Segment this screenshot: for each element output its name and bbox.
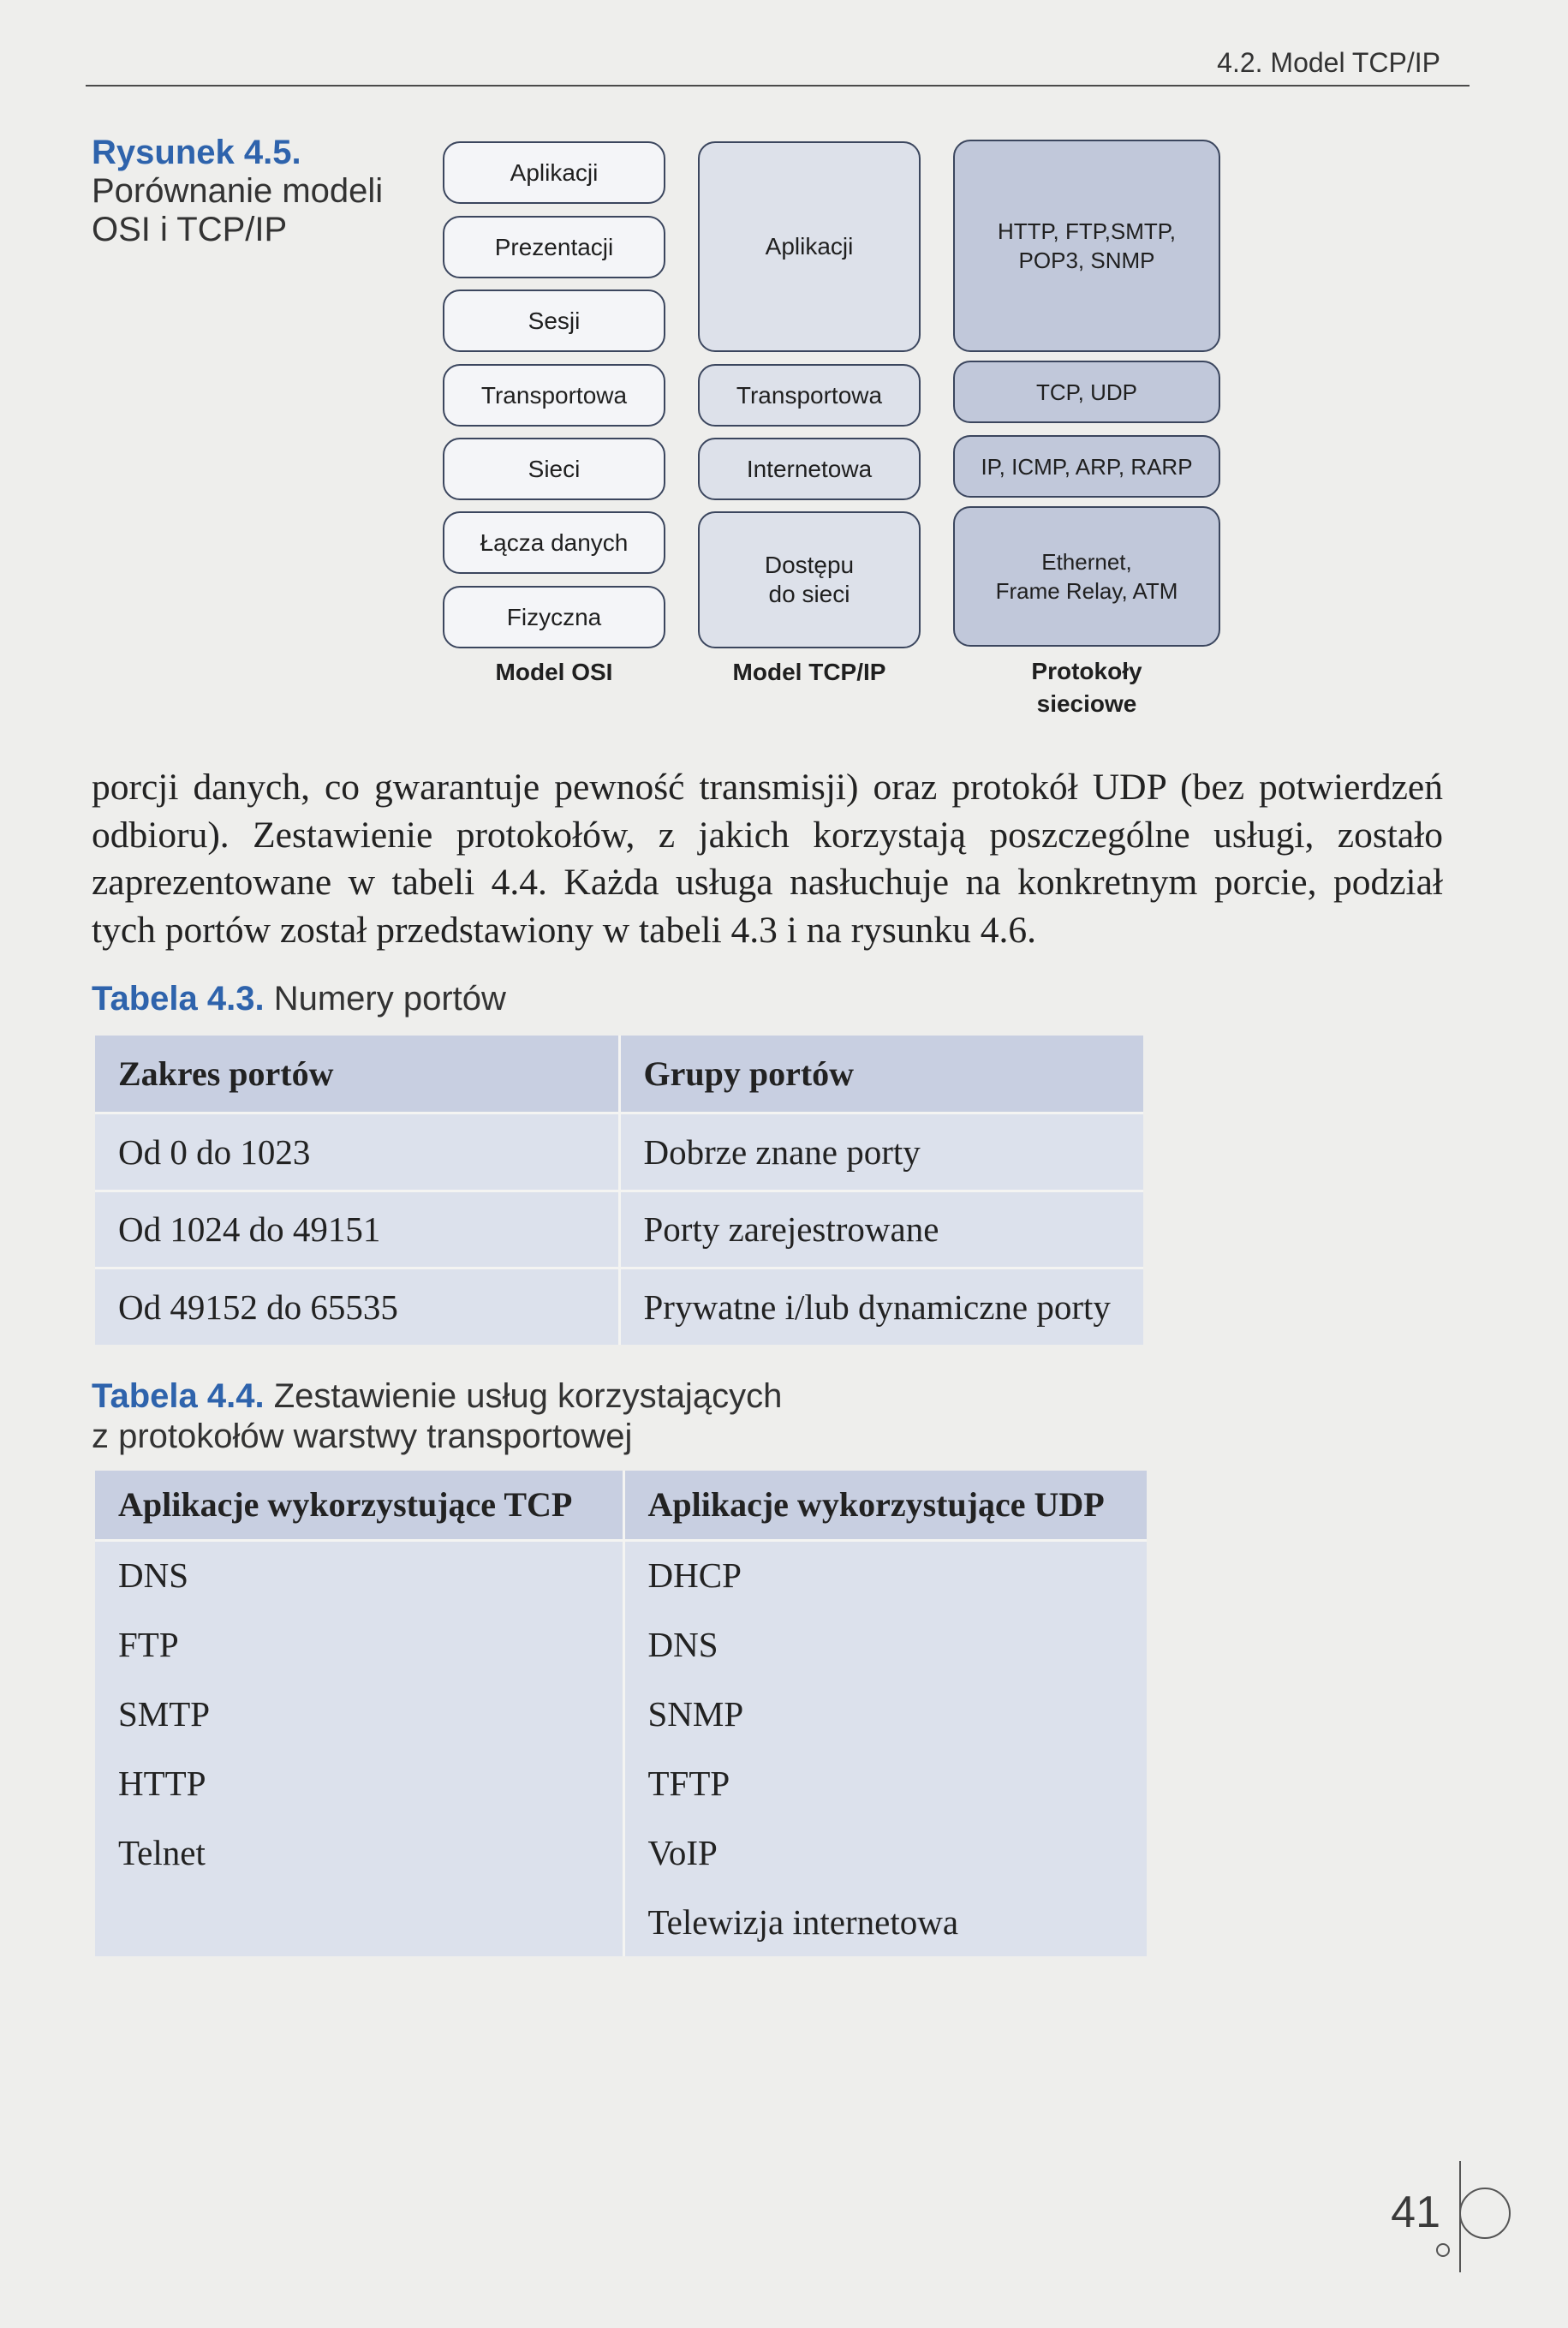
protocols-application: HTTP, FTP,SMTP, POP3, SNMP	[953, 140, 1220, 352]
table-cell-udp-app: DHCP	[623, 1540, 1147, 1609]
table-cell-udp-app: SNMP	[623, 1679, 1147, 1748]
osi-layer-transport: Transportowa	[443, 364, 665, 427]
table-cell-tcp-app: HTTP	[95, 1748, 623, 1818]
paragraph-line: tych portów został przedstawiony w tabeli 4.3 i na rysunku 4.6.	[92, 909, 1036, 951]
osi-model-title: Model OSI	[495, 659, 613, 685]
column-header-udp-apps: Aplikacje wykorzystujące UDP	[623, 1471, 1147, 1540]
ornament-small-circle	[1437, 2244, 1449, 2256]
ornament-circle	[1460, 2188, 1510, 2238]
table-row	[95, 1818, 1147, 1887]
table-caption-line: z protokołów warstwy transportowej	[92, 1418, 633, 1455]
table-cell-port-group: Dobrze znane porty	[619, 1113, 1143, 1191]
table-body	[95, 1540, 1147, 1956]
protocols-internet: IP, ICMP, ARP, RARP	[953, 435, 1220, 498]
table-row	[95, 1679, 1147, 1748]
body-paragraph	[92, 764, 1443, 954]
table-cell-udp-app: DNS	[623, 1609, 1147, 1679]
page-number-ornament	[1404, 2146, 1524, 2283]
tcpip-model-title: Model TCP/IP	[732, 659, 886, 685]
table-caption-text: Numery portów	[273, 980, 506, 1018]
table-head	[95, 1471, 1147, 1540]
figure-caption-line: Porównanie modeli	[92, 172, 384, 210]
figure-label: Rysunek 4.5.	[92, 134, 301, 171]
table-row	[95, 1268, 1143, 1345]
osi-layer-data-link: Łącza danych	[443, 511, 665, 574]
tcpip-layer-application: Aplikacji	[698, 141, 921, 352]
table-row	[95, 1191, 1143, 1268]
paragraph-line: odbioru). Zestawienie protokołów, z jakich korzystają poszczególne usługi, zostało	[92, 814, 1443, 856]
running-header: 4.2. Model TCP/IP	[1217, 47, 1440, 78]
table-cell-tcp-app	[95, 1887, 623, 1956]
table-header-row	[95, 1036, 1143, 1113]
tcpip-layer-transport: Transportowa	[698, 364, 921, 427]
column-header-port-range: Zakres portów	[95, 1036, 619, 1113]
protocols-network-access: Ethernet, Frame Relay, ATM	[953, 506, 1220, 647]
tcpip-layer-internet: Internetowa	[698, 438, 921, 500]
port-numbers-table	[95, 1036, 1143, 1345]
table-row	[95, 1748, 1147, 1818]
protocols-transport: TCP, UDP	[953, 361, 1220, 423]
figure-caption-line: OSI i TCP/IP	[92, 211, 288, 248]
osi-layer-physical: Fizyczna	[443, 586, 665, 648]
osi-tcpip-diagram	[443, 138, 1220, 720]
table-row	[95, 1609, 1147, 1679]
table-cell-udp-app: Telewizja internetowa	[623, 1887, 1147, 1956]
column-header-port-group: Grupy portów	[619, 1036, 1143, 1113]
paragraph-line: zaprezentowane w tabeli 4.4. Każda usługa nasłuchuje na konkretnym porcie, podział	[92, 862, 1443, 903]
table-cell-port-group: Prywatne i/lub dynamiczne porty	[619, 1268, 1143, 1345]
table-cell-tcp-app: DNS	[95, 1540, 623, 1609]
osi-layer-application: Aplikacji	[443, 141, 665, 204]
table-cell-udp-app: VoIP	[623, 1818, 1147, 1887]
table-label: Tabela 4.4.	[92, 1377, 265, 1415]
table-body	[95, 1113, 1143, 1345]
osi-layer-session: Sesji	[443, 290, 665, 352]
column-header-tcp-apps: Aplikacje wykorzystujące TCP	[95, 1471, 623, 1540]
transport-services-table	[95, 1471, 1147, 1956]
paragraph-line: porcji danych, co gwarantuje pewność transmisji) oraz protokół UDP (bez potwierdzeń	[92, 767, 1443, 808]
table-cell-port-group: Porty zarejestrowane	[619, 1191, 1143, 1268]
table-row	[95, 1540, 1147, 1609]
osi-layer-presentation: Prezentacji	[443, 216, 665, 278]
table-label: Tabela 4.3.	[92, 980, 265, 1018]
osi-layer-network: Sieci	[443, 438, 665, 500]
table-caption-text: Zestawienie usług korzystających	[273, 1377, 783, 1415]
table-cell-tcp-app: FTP	[95, 1609, 623, 1679]
header-rule	[86, 85, 1470, 87]
table-header-row	[95, 1471, 1147, 1540]
table-cell-port-range: Od 49152 do 65535	[95, 1268, 619, 1345]
table-head	[95, 1036, 1143, 1113]
table-row	[95, 1887, 1147, 1956]
table-cell-udp-app: TFTP	[623, 1748, 1147, 1818]
table-cell-port-range: Od 0 do 1023	[95, 1113, 619, 1191]
protocols-title: Protokoły sieciowe	[1031, 658, 1142, 717]
table-caption-line	[92, 1376, 782, 1417]
tcpip-layer-network-access: Dostępu do sieci	[698, 511, 921, 648]
figure-caption	[92, 134, 383, 249]
table-cell-tcp-app: Telnet	[95, 1818, 623, 1887]
table-cell-port-range: Od 1024 do 49151	[95, 1191, 619, 1268]
page-number: 41	[1391, 2188, 1440, 2237]
table-4-3-caption	[92, 979, 506, 1019]
table-cell-tcp-app: SMTP	[95, 1679, 623, 1748]
table-row	[95, 1113, 1143, 1191]
table-4-4-caption	[92, 1376, 782, 1457]
